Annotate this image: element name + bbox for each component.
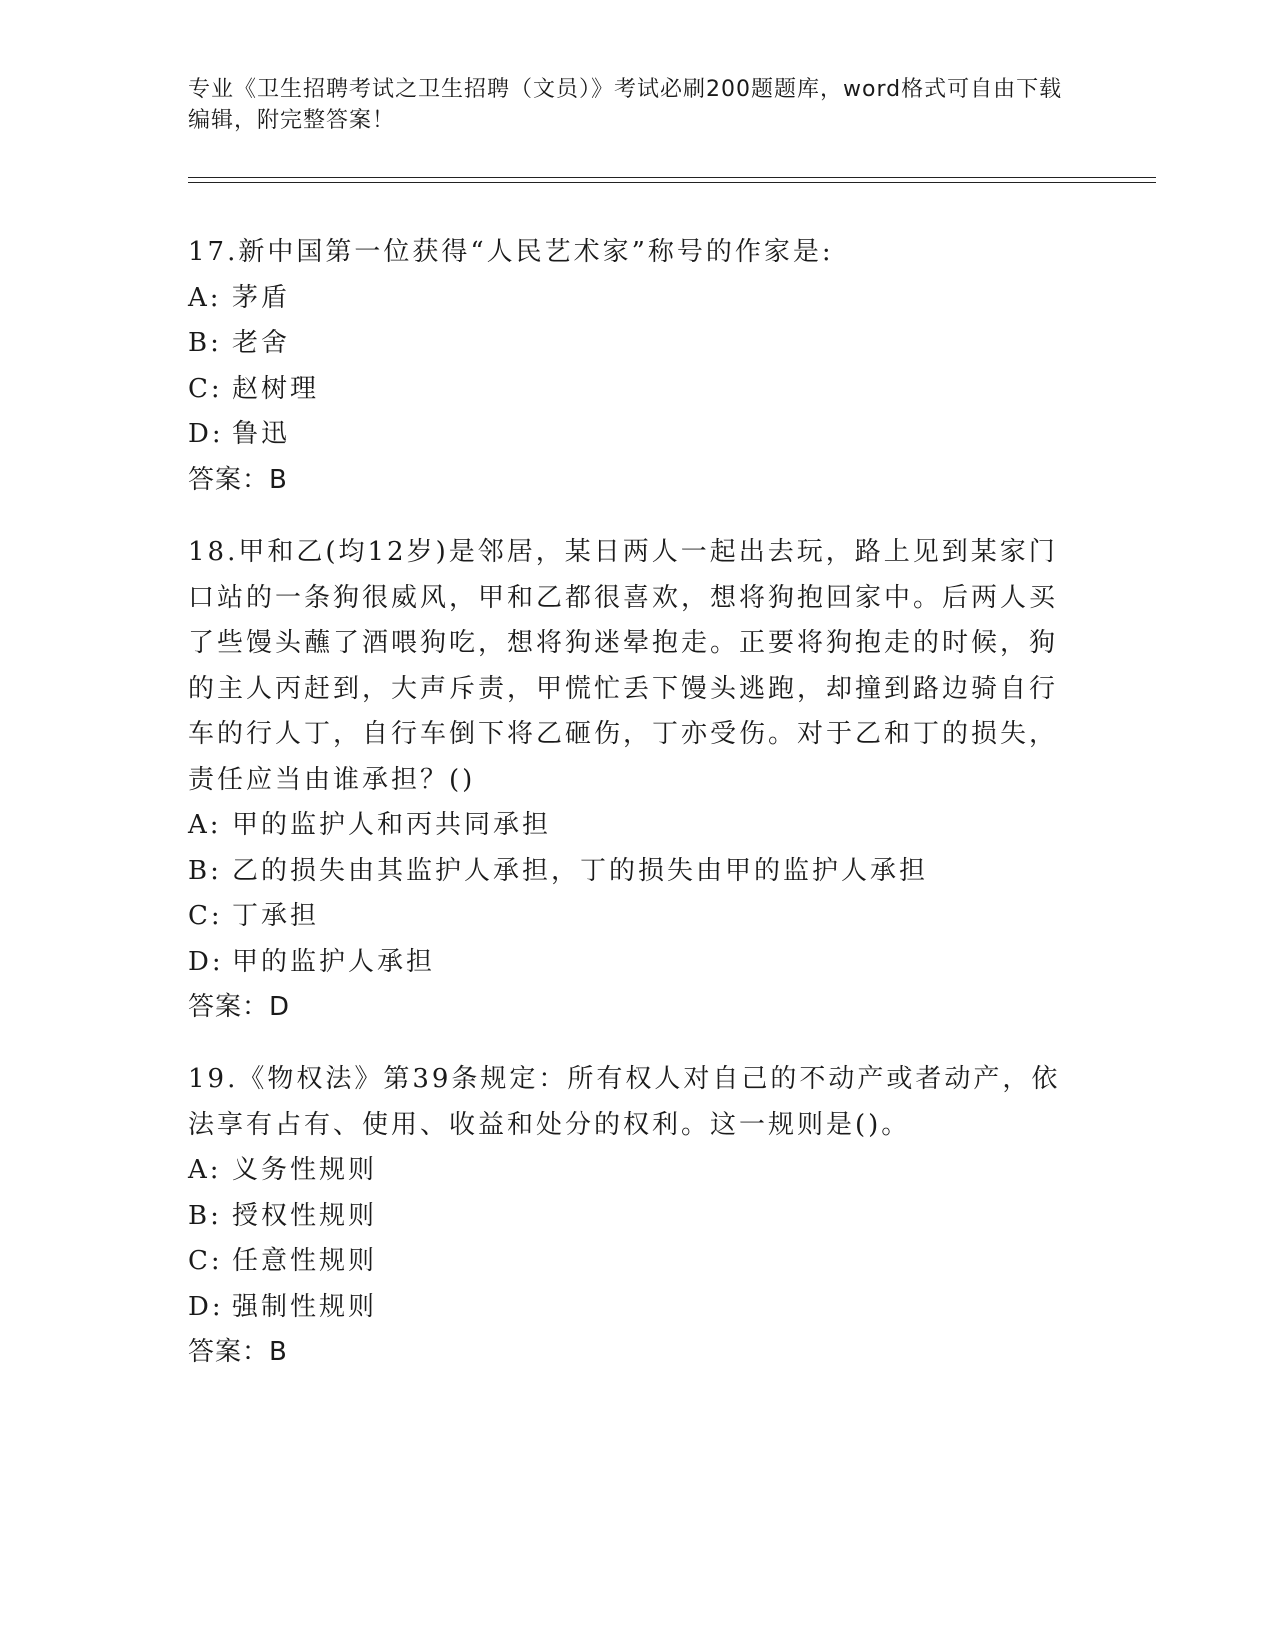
option-c xyxy=(188,1239,1068,1285)
question-19 xyxy=(188,1057,1068,1375)
option-text: 赵树理 xyxy=(232,373,320,404)
option-b xyxy=(188,849,1068,895)
option-label: B: xyxy=(188,1200,222,1231)
option-label: C: xyxy=(188,1246,223,1276)
option-label: A: xyxy=(188,282,222,313)
document-header: 专业《卫生招聘考试之卫生招聘（文员）》考试必刷200题题库，word格式可自由下载编辑，附完整答案！ xyxy=(188,77,1063,133)
option-b xyxy=(188,321,1068,367)
option-text: 义务性规则 xyxy=(232,1155,378,1185)
option-label: A: xyxy=(188,810,222,840)
question-18 xyxy=(188,530,1068,1030)
option-b xyxy=(188,1194,1068,1240)
question-stem: 18.甲和乙(均12岁)是邻居，某日两人一起出去玩，路上见到某家门口站的一条狗很威风，甲和乙都很喜欢，想将狗抱回家中。后两人买了些馒头蘸了酒喂狗吃，想将狗迷晕抱走。正要将狗抱走的时候，狗的主人丙赶到，大声斥责，甲慌忙丢下馒头逃跑，却撞到路边骑自行车的行人丁，自行车倒下将乙砸伤，丁亦受伤。对于乙和丁的损失，责任应当由谁承担？() xyxy=(188,537,1059,795)
option-label: C: xyxy=(188,901,223,931)
option-label: B: xyxy=(188,855,222,886)
option-label: B: xyxy=(188,328,222,358)
option-label: C: xyxy=(188,373,223,404)
option-text: 甲的监护人承担 xyxy=(232,946,436,977)
answer-line: 答案：D xyxy=(188,992,291,1022)
option-text: 任意性规则 xyxy=(232,1246,378,1276)
option-text: 老舍 xyxy=(232,328,291,358)
header-divider-top xyxy=(188,177,1156,178)
option-text: 乙的损失由其监护人承担，丁的损失由甲的监护人承担 xyxy=(232,855,929,886)
option-d xyxy=(188,412,1068,458)
option-label: D: xyxy=(188,419,224,449)
question-17 xyxy=(188,230,1068,503)
option-text: 授权性规则 xyxy=(232,1200,378,1231)
option-label: D: xyxy=(188,1291,224,1322)
option-label: A: xyxy=(188,1155,222,1185)
question-stem: 17.新中国第一位获得“人民艺术家”称号的作家是: xyxy=(188,237,834,267)
option-a xyxy=(188,1148,1068,1194)
option-text: 丁承担 xyxy=(232,901,320,931)
header-divider-bottom xyxy=(188,182,1156,183)
answer-line: 答案：B xyxy=(188,1337,288,1367)
option-label: D: xyxy=(188,946,224,977)
option-a xyxy=(188,803,1068,849)
option-d xyxy=(188,1285,1068,1331)
option-text: 鲁迅 xyxy=(232,419,291,449)
option-a xyxy=(188,276,1068,322)
option-c xyxy=(188,894,1068,940)
option-text: 甲的监护人和丙共同承担 xyxy=(232,810,552,840)
option-c xyxy=(188,367,1068,413)
answer-line: 答案：B xyxy=(188,464,288,495)
option-text: 茅盾 xyxy=(232,282,291,313)
option-text: 强制性规则 xyxy=(232,1291,378,1322)
option-d xyxy=(188,940,1068,986)
question-stem: 19.《物权法》第39条规定：所有权人对自己的不动产或者动产，依法享有占有、使用、收益和处分的权利。这一规则是()。 xyxy=(188,1064,1061,1140)
